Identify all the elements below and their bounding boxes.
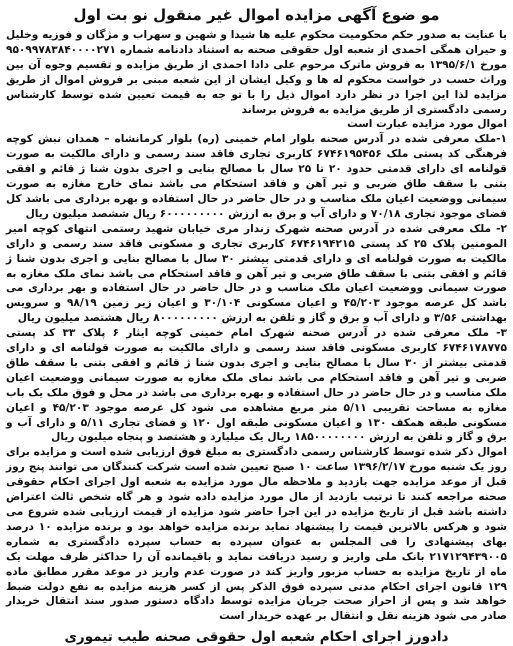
notice-signature: دادورز اجرای احکام شعبه اول حقوقی صحنه طیب تیموری [64,629,449,646]
notice-title: مو ضوع آگهی مزایده اموال غیر منقول نو بت اول [73,6,440,24]
auction-item-1: ۱-ملک معرفی شده در آدرس صحنه بلوار امام خمینی (ره) بلوار کرمانشاه – همدان نبش کوچه فرهنگی کد پستی ملک ۶۷۴۶۱۹۵۴۵۶ کاربری تجاری فاقد سند رسمی و دارای مالکیت به صورت قولنامه ای دارای قدمتی حدود ۲۰ تا ۲۵ سال با مصالح بنایی و اجری بدون شنا ژ قائم و افقی بتنی با سقف طاق ضربی و تیر آهن و فاقد استحکام می باشد نمای خارج مغازه به صورت سیمانی ووضعیت اعیان ملک مناسب و در حال حاضر در حال استفاده و بهره برداری می باشد کل فضای موجود تجاری ۷۰/۱۸ و دارای آب و برق به ارزش ۶۰۰۰۰۰۰۰۰۰ ریال ششصد میلیون ریال [6,133,508,220]
auction-item-2: ۲- ملک معرفی شده در آدرس صحنه شهرک زندار مری خیابان شهید رستمی انتهای کوچه امیر المومنین پلاک ۲۵ کد پستی ۶۷۴۶۱۹۴۲۱۵ کاربری تجاری و مسکونی فاقد سند رسمی و دارای مالکیت به صورت قولنامه ای و دارای قدمتی بیشتر ۳۰ سال با مصالح بنایی و اجری بدون شنا ژ قائم و افقی بتنی با سقف طاق ضربی و تیر آهن و فاقد استحکام می باشد نمای ملک مغازه به صورت سیمانی ووضعیت اعیان ملک مناسب و در حال حاضر در حال استفاده و بهر برداری می باشد کل عرصه موجود ۴۵/۲۰۳ و اعیان مسکونی ۳۰/۱۰۴ و اعیان زیر زمین ۹۸/۱۹ و سرویس بهداشتی ۳/۵۶ و دارای آب و برق و گاز و تلفن به ارزش ۸۰۰۰۰۰۰۰۰۰ ریال هشتصد میلیون ریال [6,222,508,325]
items-heading: اموال مورد مزایده عبارت است [347,118,507,131]
notice-intro: با عنایت به صدور حکم محکومیت محکوم علیه ها شیدا و شهین و سهراب و مژگان و فوزیه وخلیل و حیران همگی احمدی از شعبه اول حقوقی صحنه به استناد دادنامه شماره ۹۵۰۹۹۷۸۳۸۴۰۰۰۰۲۷۱ مورخ ۱۳۹۵/۶/۱ به فروش ماترک مرحوم علی دادا احمدی از طریق مزایده و تقسیم وجوه آن بین وراث حسب در خواست محکوم له ها و وکیل ایشان از این شعبه مبنی بر فروش اموال از طریق مزایده لذا این اجرا در نظر دارد اموال ذیل را با تو جه به قیمت تعیین شده توسط کارشناس رسمی دادگستری از طریق مزایده به فروش برساند [6,29,508,116]
auction-conditions: اموال ذکر شده توسط کارشناس رسمی دادگستری به مبلغ فوق ارزیابی شده است و مزایده برای روز یک شنبه مورخ ۱۳۹۶/۲/۱۷ ساعت ۱۰ صبح تعیین شده است شرکت کنندگان می توانند پنج روز قبل از موعد مزایده جهت بازدید و ملاحظه مال مورد مزایده به شعبه اول اجرای احکام حقوقی صحنه مراجعه کنند تا ترتیب بازدید از مال مورد مزایده داده شود و هر گاه شخص ثالث اعتراض داشته باشد قبل از تاریخ مزایده در این اجرا حاضر شود مزایده از قیمت ارزیابی شده شروع می شود و هرکس بالاترین قیمت را پیشنهاد نماید برنده مزایده خواهد بود و برنده مزایده ۱۰ درصد بهای پیشنهادی را فی المجلس به عنوان سپرده به حساب سپرده دادگستری به شماره ۲۱۷۱۲۹۴۳۹۰۰۵ بانک ملی واریز و رسید دریافت نماید و باقیمانده آن را حداکثر ظرف مهلت یک ماه از تاریخ مزایده به حساب مزبور واریز کند در صورت عدم واریز در موعد مقرر مطابق ماده ۱۲۹ قانون اجرای احکام مدنی سپرده فوق الذکر پس از کسر هزینه مزایده به نفع دولت ضبط خواهد شد و پس از احراز صحت جریان مزایده توسط دادگاه دستور صدور سند انتقال خریدار صادر می شود هزینه نقل و انتقال بر عهده خریدار است [6,446,507,623]
auction-item-3: ۳- ملک معرفی شده در آدرس صحنه شهرک امام خمینی کوچه ایثار ۶ پلاک ۳۳ کد پستی ۶۷۴۶۱۷۸۷۷۵ کاربری مسکونی فاقد سند رسمی و دارای مالکیت به صورت قولنامه ای و دارای قدمتی بیشتر از ۳۰ سال با مصالح بنایی و اجری بدون شنا ژ قائم و افقی بتنی با سقف طاق ضربی و تیر آهن و فاقد استحکام می باشد نمای ملک مغازه به صورت سیمانی ووضعیت اعیان ملک مناسب و در حال حاضر در حال استفاده و بهره برداری می باشد در محل و فوق ملک یک باب مغازه به مساحت تقریبی ۵/۱۱ متر مربع مشاهده می شود کل عرصه موجود ۴۵/۲۰۳ و اعیان مسکونی طبقه همکف ۱۳۰ و اعیان مسکونی طبقه اول ۱۲۰ و فضای تجاری ۵/۱۱ و دارای آب و برق و گاز و تلفن به ارزش ۱۸۵۰۰۰۰۰۰۰۰ ریال یک میلیارد و هشتصد و پنجاه میلیون ریال [6,327,508,444]
